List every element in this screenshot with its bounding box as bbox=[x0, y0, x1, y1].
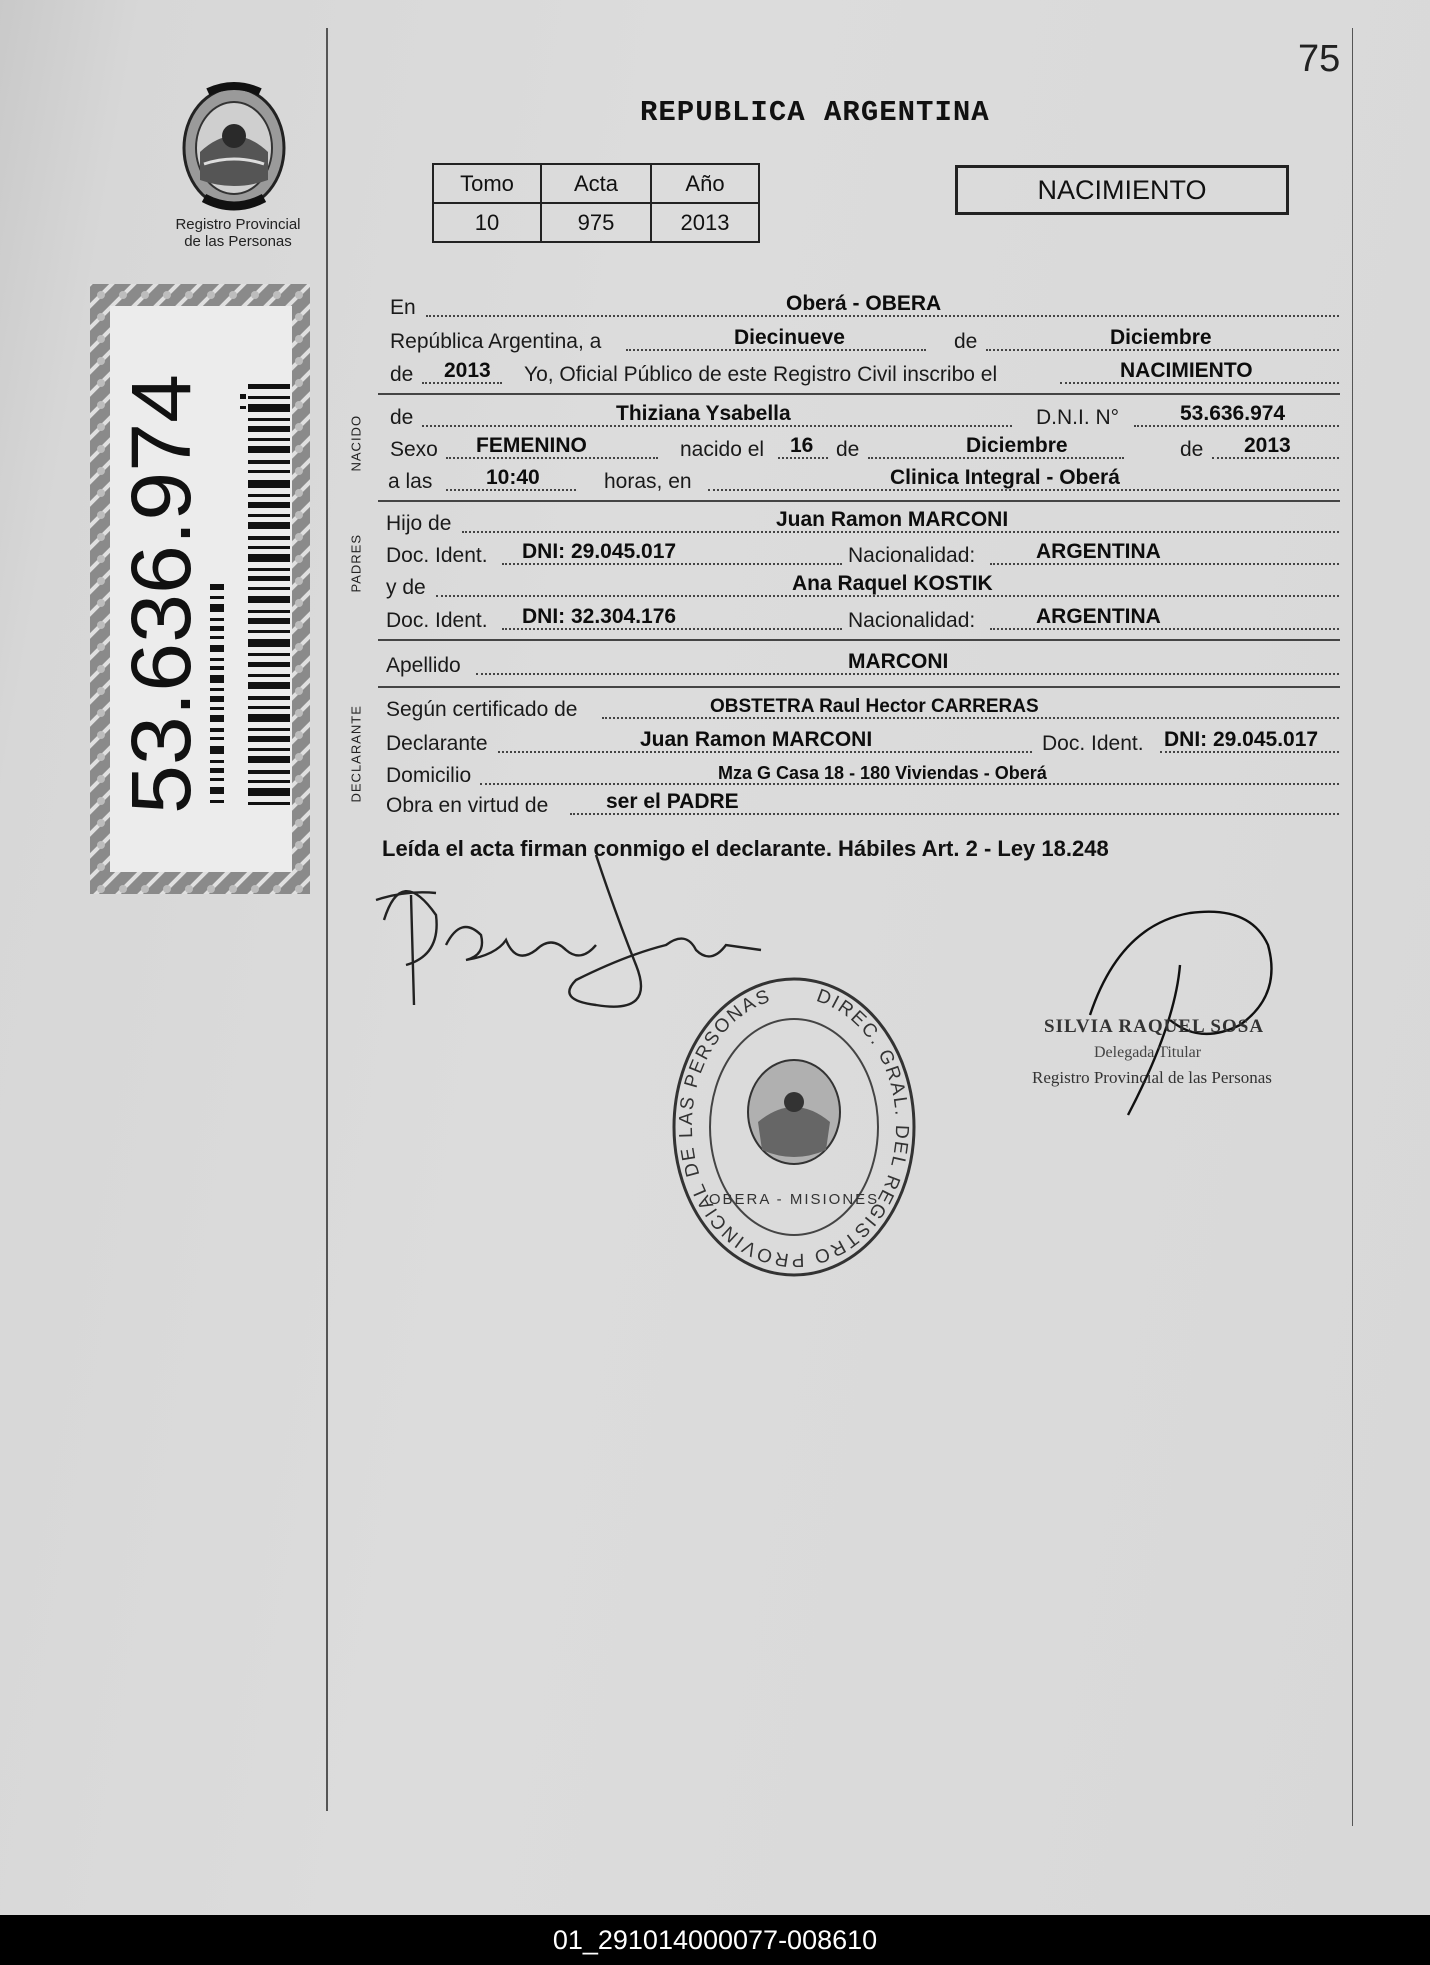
officer-text: Yo, Oficial Público de este Registro Civil inscribo el bbox=[524, 363, 998, 386]
header-anio: Año bbox=[651, 164, 759, 203]
value-tomo: 10 bbox=[433, 203, 541, 242]
row-date bbox=[386, 324, 1339, 354]
surname-label: Apellido bbox=[386, 654, 461, 677]
born-label: nacido el bbox=[680, 438, 765, 461]
mother-doc-label: Doc. Ident. bbox=[386, 609, 488, 632]
birth-day: 16 bbox=[790, 434, 814, 457]
section-padres: PADRES bbox=[348, 534, 364, 593]
row-address bbox=[386, 758, 1339, 788]
birth-place: Clinica Integral - Oberá bbox=[890, 466, 1120, 489]
republic-label: República Argentina, a bbox=[390, 330, 602, 353]
scan-footer-id: 01_291014000077-008610 bbox=[0, 1915, 1430, 1965]
section-declarante: DECLARANTE bbox=[348, 705, 364, 803]
address-value: Mza G Casa 18 - 180 Viviendas - Oberá bbox=[718, 763, 1047, 783]
record-table-values bbox=[433, 203, 759, 242]
left-margin-rule bbox=[326, 28, 328, 1811]
stamp-inner-text: OBERA - MISIONES bbox=[708, 1191, 880, 1208]
capacity-value: ser el PADRE bbox=[606, 790, 739, 813]
year-value: 2013 bbox=[444, 359, 491, 382]
mother-nationality-label: Nacionalidad: bbox=[848, 609, 976, 632]
value-anio: 2013 bbox=[651, 203, 759, 242]
stamp-crest-icon bbox=[748, 1060, 840, 1164]
row-time-place bbox=[386, 464, 1339, 494]
child-de-label: de bbox=[390, 406, 414, 429]
provincial-crest-icon bbox=[178, 80, 290, 214]
row-father-doc bbox=[386, 538, 1339, 568]
father-doc-label: Doc. Ident. bbox=[386, 544, 488, 567]
mother-name: Ana Raquel KOSTIK bbox=[792, 572, 993, 595]
birth-de-label-2: de bbox=[1180, 438, 1204, 461]
registry-line-1: Registro Provincial bbox=[175, 216, 301, 233]
cert-label: Según certificado de bbox=[386, 698, 578, 721]
official-name: SILVIA RAQUEL SOSA bbox=[1044, 1016, 1265, 1037]
de-label: de bbox=[954, 330, 978, 353]
row-sex-birth bbox=[386, 432, 1339, 462]
official-signature bbox=[1050, 905, 1290, 1125]
page-title: REPUBLICA ARGENTINA bbox=[640, 96, 990, 129]
row-mother-doc bbox=[386, 603, 1339, 633]
event-value: NACIMIENTO bbox=[1120, 359, 1253, 382]
dni-label: D.N.I. N° bbox=[1036, 406, 1120, 429]
birth-month: Diciembre bbox=[966, 434, 1068, 457]
declarant-name: Juan Ramon MARCONI bbox=[640, 728, 873, 751]
separator-4 bbox=[378, 686, 1340, 688]
row-capacity bbox=[386, 788, 1339, 818]
registry-name bbox=[160, 216, 316, 250]
row-surname bbox=[386, 648, 1339, 678]
child-dni: 53.636.974 bbox=[1180, 402, 1286, 425]
father-nationality: ARGENTINA bbox=[1036, 540, 1161, 563]
value-acta: 975 bbox=[541, 203, 651, 242]
section-nacido: NACIDO bbox=[348, 414, 364, 472]
son-of-label: Hijo de bbox=[386, 512, 452, 535]
row-child-name bbox=[386, 400, 1339, 430]
right-margin-rule bbox=[1352, 28, 1353, 1826]
registry-line-2: de las Personas bbox=[184, 233, 292, 250]
sex-label: Sexo bbox=[390, 438, 438, 461]
row-certificate bbox=[386, 692, 1339, 722]
separator-1 bbox=[378, 393, 1340, 395]
official-role: Delegada Titular bbox=[1094, 1044, 1202, 1061]
and-label: y de bbox=[386, 576, 426, 599]
en-label: En bbox=[390, 296, 416, 319]
official-stamp bbox=[666, 972, 922, 1282]
hours-label: horas, en bbox=[604, 470, 692, 493]
mother-nationality: ARGENTINA bbox=[1036, 605, 1161, 628]
record-table bbox=[432, 163, 760, 243]
declarant-doc: DNI: 29.045.017 bbox=[1164, 728, 1319, 751]
stamp-ring-text: DIREC. GRAL. DEL REGISTRO PROVINCIAL DE LAS PERSONAS bbox=[675, 985, 913, 1271]
sex-value: FEMENINO bbox=[476, 434, 587, 457]
row-place bbox=[386, 290, 1339, 320]
de-label-2: de bbox=[390, 363, 414, 386]
birth-year: 2013 bbox=[1244, 434, 1291, 457]
separator-2 bbox=[378, 500, 1340, 502]
closing-text: Leída el acta firman conmigo el declarante. Hábiles Art. 2 - Ley 18.248 bbox=[382, 836, 1109, 861]
place-value: Oberá - OBERA bbox=[786, 292, 942, 315]
surname-value: MARCONI bbox=[848, 650, 949, 673]
separator-3 bbox=[378, 639, 1340, 641]
declarant-label: Declarante bbox=[386, 732, 488, 755]
row-officer bbox=[386, 357, 1339, 387]
child-name: Thiziana Ysabella bbox=[616, 402, 791, 425]
capacity-label: Obra en virtud de bbox=[386, 794, 549, 817]
barcode-panel bbox=[90, 284, 310, 894]
father-nationality-label: Nacionalidad: bbox=[848, 544, 976, 567]
birth-de-label: de bbox=[836, 438, 860, 461]
row-declarant bbox=[386, 726, 1339, 756]
row-father bbox=[386, 506, 1339, 536]
page-number: 75 bbox=[1298, 38, 1341, 80]
mother-doc: DNI: 32.304.176 bbox=[522, 605, 677, 628]
time-label: a las bbox=[388, 470, 433, 493]
day-value: Diecinueve bbox=[734, 326, 845, 349]
row-mother bbox=[386, 570, 1339, 600]
declarant-doc-label: Doc. Ident. bbox=[1042, 732, 1144, 755]
header-tomo: Tomo bbox=[433, 164, 541, 203]
official-office: Registro Provincial de las Personas bbox=[1032, 1068, 1272, 1087]
birth-time: 10:40 bbox=[486, 466, 540, 489]
barcode-number: 53.636.974 bbox=[114, 393, 208, 814]
father-doc: DNI: 29.045.017 bbox=[522, 540, 677, 563]
month-value: Diciembre bbox=[1110, 326, 1212, 349]
father-name: Juan Ramon MARCONI bbox=[776, 508, 1009, 531]
record-type-box: NACIMIENTO bbox=[955, 165, 1289, 215]
address-label: Domicilio bbox=[386, 764, 472, 787]
certificate-value: OBSTETRA Raul Hector CARRERAS bbox=[710, 696, 1039, 717]
record-table-header bbox=[433, 164, 759, 203]
header-acta: Acta bbox=[541, 164, 651, 203]
